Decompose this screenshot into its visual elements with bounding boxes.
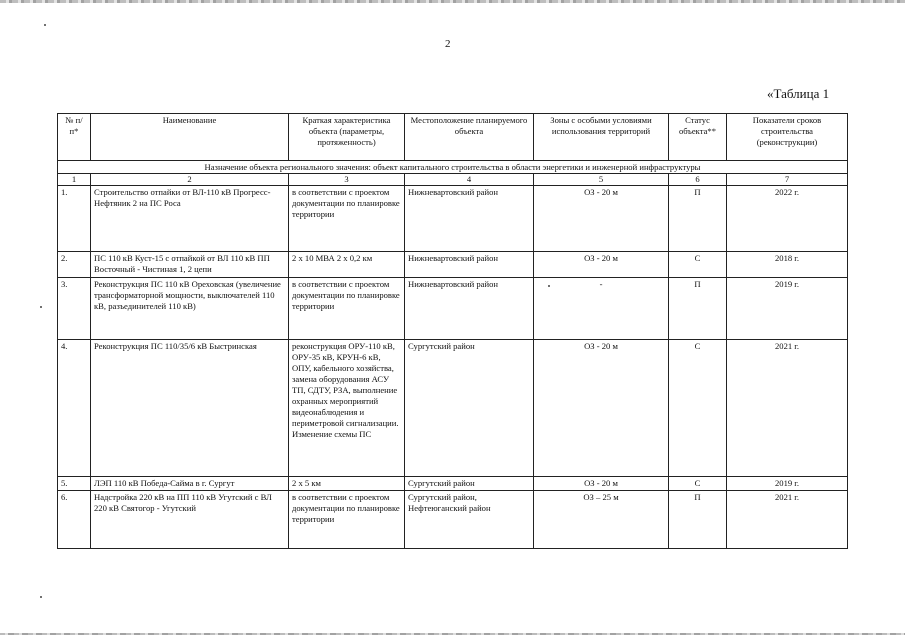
column-number: 6 [669,174,727,186]
header-name: Наименование [91,114,289,161]
table-row [58,491,848,549]
column-number: 3 [289,174,405,186]
row-characteristic: реконструкция ОРУ-110 кВ, ОРУ-35 кВ, КРУН-6 кВ, ОПУ, кабельного хозяйства, замена оборудования АСУ ТП, СДТУ, РЗА, выполнение охранных мероприятий видеонаблюдения и периметровой сигнализации. Изменение схемы ПС [289,340,405,477]
row-characteristic: в соответствии с проектом документации по планировке территории [289,491,405,549]
row-number: 5. [58,477,91,491]
row-term: 2021 г. [727,340,848,477]
row-number: 3. [58,278,91,340]
row-zones: - [534,278,669,340]
row-characteristic: в соответствии с проектом документации по планировке территории [289,186,405,252]
row-status: П [669,278,727,340]
row-name: Строительство отпайки от ВЛ-110 кВ Прогресс-Нефтяник 2 на ПС Роса [91,186,289,252]
row-characteristic: 2 х 5 км [289,477,405,491]
row-zones: ОЗ - 20 м [534,340,669,477]
column-number: 4 [405,174,534,186]
row-status: П [669,491,727,549]
table-row [58,340,848,477]
objects-table [57,113,848,549]
purpose-row [58,161,848,174]
header-location: Местоположение планируемого объекта [405,114,534,161]
column-number: 1 [58,174,91,186]
row-number: 2. [58,252,91,278]
row-term: 2021 г. [727,491,848,549]
column-number: 7 [727,174,848,186]
row-location: Нижневартовский район [405,252,534,278]
header-term: Показатели сроков строительства (реконструкции) [727,114,848,161]
row-zones: ОЗ - 20 м [534,477,669,491]
table-caption: «Таблица 1 [767,86,830,101]
row-name: ПС 110 кВ Куст-15 с отпайкой от ВЛ 110 кВ ПП Восточный - Чистиная 1, 2 цепи [91,252,289,278]
header-status: Статус объекта** [669,114,727,161]
row-term: 2019 г. [727,477,848,491]
row-term: 2022 г. [727,186,848,252]
row-number: 1. [58,186,91,252]
row-zones: ОЗ - 20 м [534,186,669,252]
row-status: С [669,252,727,278]
row-term: 2019 г. [727,278,848,340]
row-location: Сургутский район [405,340,534,477]
header-number: № п/п* [58,114,91,161]
row-status: П [669,186,727,252]
row-status: С [669,477,727,491]
table-header-row [58,114,848,161]
table-row [58,477,848,491]
row-location: Нижневартовский район [405,186,534,252]
row-term: 2018 г. [727,252,848,278]
scan-speck [44,24,46,26]
column-number: 2 [91,174,289,186]
column-number: 5 [534,174,669,186]
table-row [58,252,848,278]
row-characteristic: в соответствии с проектом документации по планировке территории [289,278,405,340]
table-row [58,278,848,340]
row-status: С [669,340,727,477]
header-characteristic: Краткая характеристика объекта (параметры, протяженность) [289,114,405,161]
page-number: 2 [445,38,451,50]
row-zones: ОЗ – 25 м [534,491,669,549]
scan-speck [40,596,42,598]
scan-edge-bottom [0,633,905,635]
row-name: Реконструкция ПС 110 кВ Ореховская (увеличение трансформаторной мощности, выключателей 110 кВ, разъединителей 110 кВ) [91,278,289,340]
row-number: 4. [58,340,91,477]
row-number: 6. [58,491,91,549]
row-name: Надстройка 220 кВ на ПП 110 кВ Угутский с ВЛ 220 кВ Святогор - Угутский [91,491,289,549]
column-numbers-row [58,174,848,186]
row-location: Нижневартовский район [405,278,534,340]
row-characteristic: 2 х 10 МВА 2 х 0,2 км [289,252,405,278]
row-location: Сургутский район, Нефтеюганский район [405,491,534,549]
row-name: ЛЭП 110 кВ Победа-Сайма в г. Сургут [91,477,289,491]
header-zones: Зоны с особыми условиями использования территорий [534,114,669,161]
row-location: Сургутский район [405,477,534,491]
row-zones: ОЗ - 20 м [534,252,669,278]
purpose-text: Назначение объекта регионального значения: объект капитального строительства в области энергетики и инженерной инфраструктуры [58,161,848,174]
scan-speck [40,306,42,308]
scan-edge-top [0,0,905,3]
row-name: Реконструкция ПС 110/35/6 кВ Быстринская [91,340,289,477]
table-row [58,186,848,252]
